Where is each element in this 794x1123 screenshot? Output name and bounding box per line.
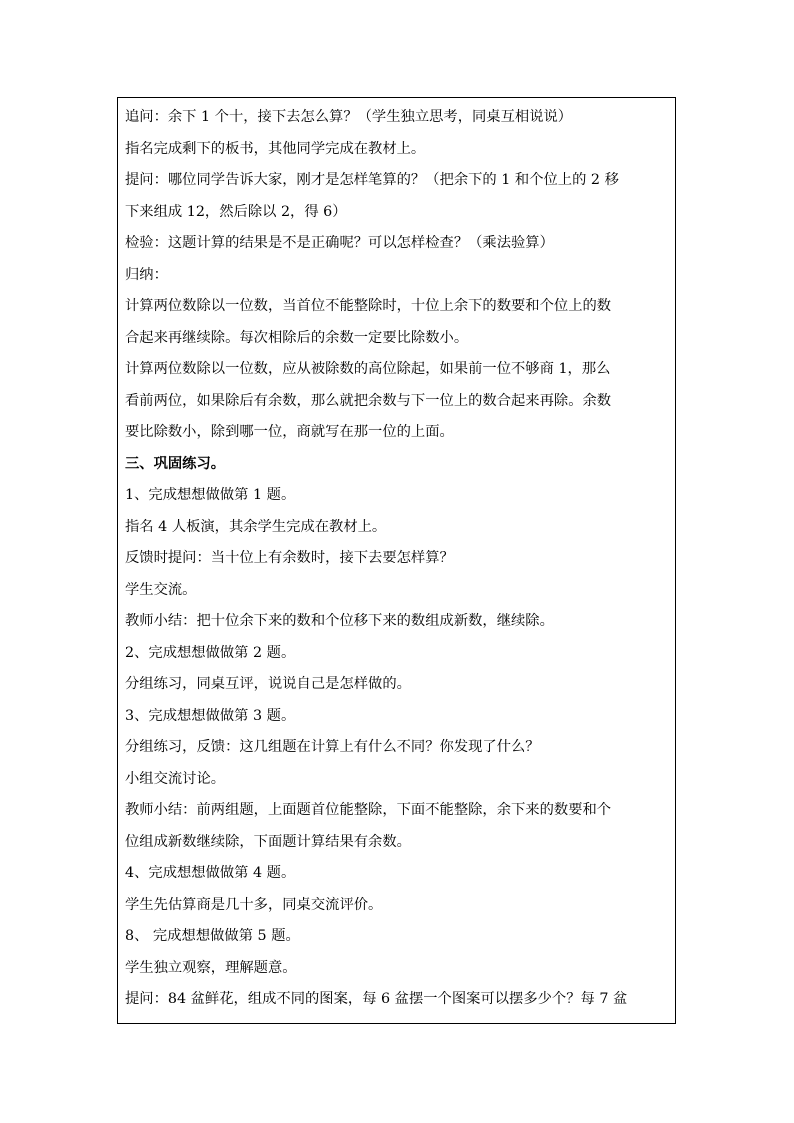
text-line: 要比除数小，除到哪一位，商就写在那一位的上面。 — [125, 424, 454, 440]
text-line: 检验：这题计算的结果是不是正确呢？可以怎样检查？（乘法验算） — [125, 235, 554, 251]
text-line: 学生交流。 — [125, 581, 197, 598]
lesson-table-cell — [117, 97, 676, 1024]
text-line: 看前两位，如果除后有余数，那么就把余数与下一位上的数合起来再除。余数 — [125, 392, 612, 409]
text-line: 分组练习，同桌互评，说说自己是怎样做的。 — [125, 676, 411, 692]
text-line: 反馈时提问：当十位上有余数时，接下去要怎样算？ — [125, 550, 454, 566]
text-line: 追问：余下 1 个十，接下去怎么算？（学生独立思考，同桌互相说说） — [125, 109, 573, 125]
text-line: 提问：哪位同学告诉大家，刚才是怎样笔算的？（把余下的 1 和个位上的 2 移 — [125, 172, 619, 188]
text-line: 小组交流讨论。 — [125, 770, 226, 787]
text-line: 教师小结：前两组题，上面题首位能整除，下面不能整除，余下来的数要和个 — [125, 802, 612, 818]
text-line: 2、完成想想做做第 2 题。 — [125, 644, 296, 661]
text-line: 学生先估算商是几十多，同桌交流评价。 — [125, 896, 383, 913]
text-line: 归纳： — [125, 266, 168, 283]
text-line: 4、完成想想做做第 4 题。 — [125, 865, 296, 881]
text-line: 3、完成想想做做第 3 题。 — [125, 707, 296, 724]
text-line: 分组练习，反馈：这几组题在计算上有什么不同？你发现了什么？ — [125, 739, 540, 755]
text-line: 下来组成 12，然后除以 2，得 6） — [125, 203, 347, 220]
text-line: 8、 完成想想做做第 5 题。 — [125, 928, 300, 944]
text-line: 提问：84 盆鲜花，组成不同的图案，每 6 盆摆一个图案可以摆多少个？每 7 盆 — [125, 991, 628, 1007]
text-line: 1、完成想想做做第 1 题。 — [125, 487, 296, 503]
section-heading: 三、巩固练习。 — [125, 455, 226, 472]
lesson-text-content — [125, 102, 673, 1016]
text-line: 指名完成剩下的板书，其他同学完成在教材上。 — [125, 140, 426, 157]
text-line: 指名 4 人板演，其余学生完成在教材上。 — [125, 518, 387, 535]
text-line: 学生独立观察，理解题意。 — [125, 959, 297, 976]
text-line: 合起来再继续除。每次相除后的余数一定要比除数小。 — [125, 329, 469, 346]
text-line: 教师小结：把十位余下来的数和个位移下来的数组成新数，继续除。 — [125, 613, 554, 629]
text-line: 位组成新数继续除，下面题计算结果有余数。 — [125, 833, 411, 850]
text-line: 计算两位数除以一位数，应从被除数的高位除起，如果前一位不够商 1，那么 — [125, 361, 611, 377]
text-line: 计算两位数除以一位数，当首位不能整除时，十位上余下的数要和个位上的数 — [125, 298, 612, 314]
